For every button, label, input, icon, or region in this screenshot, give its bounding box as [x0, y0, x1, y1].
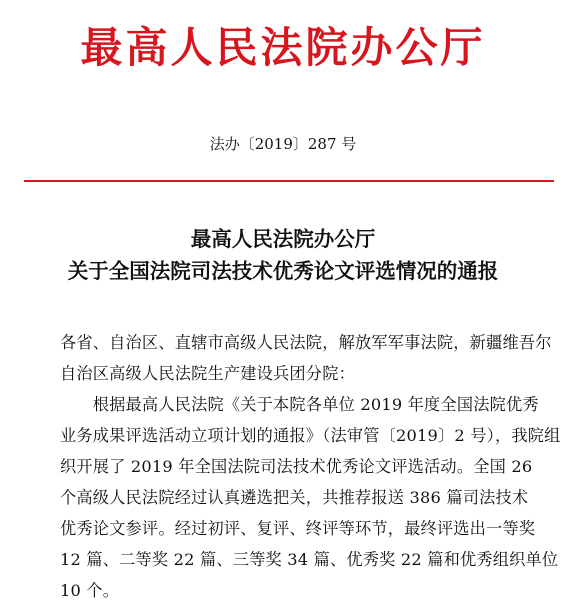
title-line-subject: 关于全国法院司法技术优秀论文评选情况的通报: [67, 259, 499, 283]
body-line-3: 根据最高人民法院《关于本院各单位 2019 年度全国法院优秀: [60, 395, 539, 414]
body-line-1: 各省、自治区、直辖市高级人民法院，解放军军事法院，新疆维吾尔: [60, 333, 552, 352]
masthead-title: 最高人民法院办公厅: [80, 23, 486, 72]
red-divider-rule: [24, 180, 554, 182]
body-line-2: 自治区高级人民法院生产建设兵团分院：: [60, 364, 355, 383]
title-line-issuer: 最高人民法院办公厅: [190, 227, 376, 251]
body-line-7: 优秀论文参评。经过初评、复评、终评等环节，最终评选出一等奖: [60, 519, 536, 538]
body-line-5: 织开展了 2019 年全国法院司法技术优秀论文评选活动。全国 26: [60, 457, 533, 476]
body-line-9: 10 个。: [60, 581, 120, 600]
body-line-8: 12 篇、二等奖 22 篇、三等奖 34 篇、优秀奖 22 篇和优秀组织单位: [60, 550, 559, 569]
body-line-4: 业务成果评选活动立项计划的通报》（法审管〔2019〕2 号），我院组: [60, 426, 561, 445]
document-number: 法办〔2019〕287 号: [209, 135, 357, 153]
body-line-6: 个高级人民法院经过认真遴选把关，共推荐报送 386 篇司法技术: [60, 488, 529, 507]
